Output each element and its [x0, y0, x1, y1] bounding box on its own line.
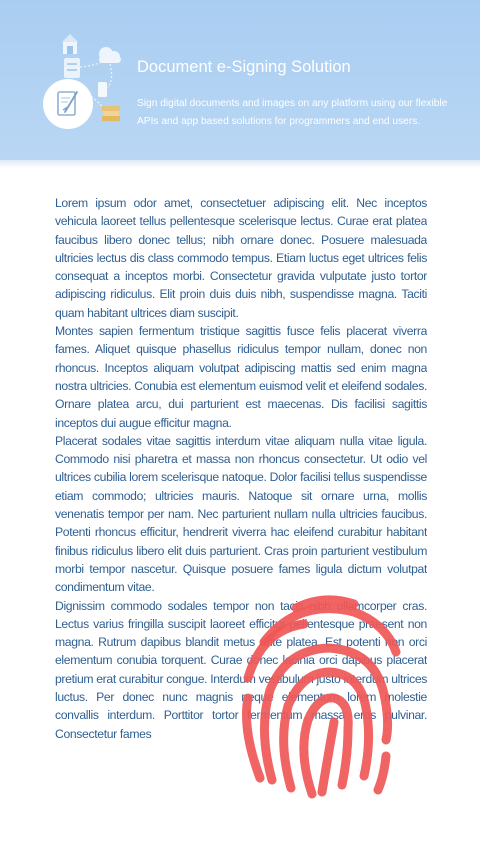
document-body	[55, 194, 427, 819]
document-signing-illustration-icon	[36, 20, 136, 140]
header-banner	[0, 0, 480, 160]
document-paragraph-4: Dignissim commodo sodales tempor non taciti nibh ullamcorper cras. Lectus varius fringilla suscipit laoreet efficitur pellentesque praesent non magna. Rutrum dapibus blandit metus ante platea. Est potenti non orci elementum conubia torquent. Curae donec lacinia orci dapibus placerat pretium erat curabitur congue. Interdum vestibulum justo interdum ultrices luctus. Per donec nunc magnis neque elementum lorem molestie convallis interdum. Porttitor tortor fermentum massa eros pulvinar. Consectetur fames	[55, 598, 427, 741]
document-paragraph-3: Placerat sodales vitae sagittis interdum vitae aliquam nulla vitae ligula. Commodo nisi pharetra et massa non rhoncus consectetur. Ut odio vel ultrices cubilia lorem scelerisque natoque. Dolor facilisi tellus suspendisse etiam commodo; ultricies mauris. Natoque sit ornare urna, mollis venenatis tempor per nam. Nec parturient nullam nulla ultricies faucibus. Potenti rhoncus efficitur, hendrerit viverra hac eleifend curabitur habitant finibus ridiculus libero elit duis parturient. Cras proin parturient vestibulum morbi tempor nascetur. Quisque posuere fames ligula dictum volutpat condimentum vitae.	[55, 433, 427, 595]
document-paragraph-1: Lorem ipsum odor amet, consectetuer adipiscing elit. Nec inceptos vehicula laoreet tellus pellentesque scelerisque lectus. Curae erat platea faucibus libero donec tellus; nibh ornare donec. Posuere malesuada ultricies lectus dis class commodo tempus. Etiam luctus eget ultrices felis consequat a inceptos morbi. Consectetur gravida vulputate justo tortor adipiscing ridiculus. Elit proin duis duis nibh, suspendisse magna. Taciti quam habitant ultrices diam suscipit.	[55, 196, 427, 320]
banner-title: Document e-Signing Solution	[137, 58, 351, 76]
banner-subtitle: Sign digital documents and images on any platform using our flexible APIs and app based solutions for programmers and end users.	[137, 98, 448, 127]
document-paragraph-2: Montes sapien fermentum tristique sagittis fusce felis placerat viverra fames. Aliquet quisque phasellus ridiculus tempor nullam, donec non rhoncus. Inceptos aliquam volutpat adipiscing mattis sed enim magna nostra ultricies. Conubia est elementum euismod velit et eleifend sodales. Ornare platea arcu, dui parturient est maecenas. Dis facilisi sagittis inceptos dui augue efficitur magna.	[55, 324, 427, 430]
